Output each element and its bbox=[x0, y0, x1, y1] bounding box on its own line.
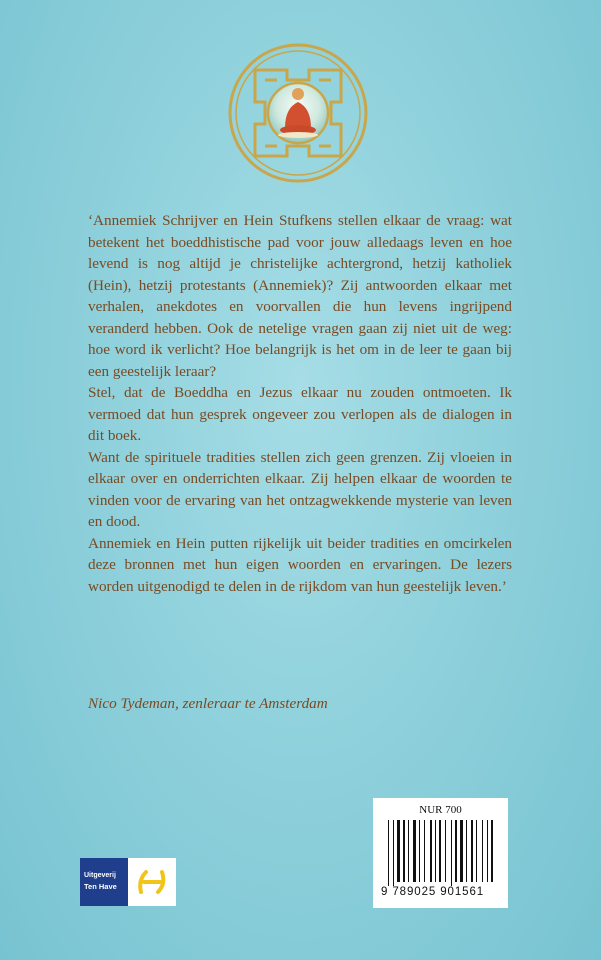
publisher-logo bbox=[80, 858, 128, 906]
barcode-bar bbox=[451, 820, 452, 886]
barcode-bar bbox=[439, 820, 441, 882]
ten-have-h-logo-icon bbox=[128, 858, 176, 906]
barcode-bar bbox=[460, 820, 463, 882]
barcode-box bbox=[373, 798, 508, 908]
barcode-bar bbox=[476, 820, 477, 882]
barcode-bar bbox=[424, 820, 425, 882]
barcode-bar bbox=[435, 820, 436, 882]
barcode-bar bbox=[487, 820, 488, 882]
blurb-paragraph-4: Annemiek en Hein putten rijkelijk uit beider tradities en omcirkelen deze bronnen met hun eigen woorden en ervaringen. De lezers worden uitgenodigd te delen in de rijkdom van hun geestelijk leven.’ bbox=[88, 534, 512, 595]
barcode-bar bbox=[397, 820, 400, 882]
barcode-bar bbox=[413, 820, 416, 882]
nur-code: NUR 700 bbox=[419, 804, 462, 816]
barcode-bar bbox=[466, 820, 467, 882]
buddha-mandala-emblem-icon bbox=[227, 42, 369, 184]
barcode-bar bbox=[403, 820, 405, 882]
barcode-bar bbox=[445, 820, 446, 882]
publisher-line-2: Ten Have bbox=[84, 882, 117, 891]
barcode-bar bbox=[393, 820, 394, 886]
blurb-paragraph-2: Stel, dat de Boeddha en Jezus elkaar nu zouden ontmoeten. Ik vermoed dat hun gesprek ongeveer zou verlopen als de dialogen in dit boek. bbox=[88, 384, 512, 444]
back-cover-blurb bbox=[88, 210, 512, 597]
blurb-paragraph-1: ‘Annemiek Schrijver en Hein Stufkens stellen elkaar de vraag: wat betekent het boeddhistische pad voor jouw alledaags leven en hoe levend is nog altijd je christelijke achtergrond, hetzij katholiek (Hein), hetzij protestants (Annemiek)? Zij antwoorden elkaar met verhalen, anekdotes en voorvallen die hun levens ingrijpend veranderd hebben. Ook de netelige vragen gaan zij niet uit de weg: hoe word ik verlicht? Hoe belangrijk is het om in de leer te gaan bij een geestelijk leraar? bbox=[88, 212, 512, 380]
barcode-bar bbox=[482, 820, 483, 882]
barcode-bar bbox=[455, 820, 457, 882]
barcode-bar bbox=[388, 820, 389, 886]
barcode-bar bbox=[408, 820, 409, 882]
barcode-bar bbox=[430, 820, 432, 882]
isbn-digits: 9 789025 901561 bbox=[381, 886, 485, 898]
barcode-bar bbox=[419, 820, 420, 882]
publisher-line-1: Uitgeverij bbox=[84, 872, 116, 879]
barcode-bar bbox=[491, 820, 493, 882]
barcode-bar bbox=[471, 820, 473, 882]
quote-attribution: Nico Tydeman, zenleraar te Amsterdam bbox=[88, 695, 328, 712]
blurb-paragraph-3: Want de spirituele tradities stellen zich geen grenzen. Zij vloeien in elkaar over en onderrichten elkaar. Zij helpen elkaar de woorden te vinden voor de ervaring van het ontzagwekkende mysterie van leven en dood. bbox=[88, 448, 512, 530]
isbn-barcode bbox=[388, 820, 494, 886]
